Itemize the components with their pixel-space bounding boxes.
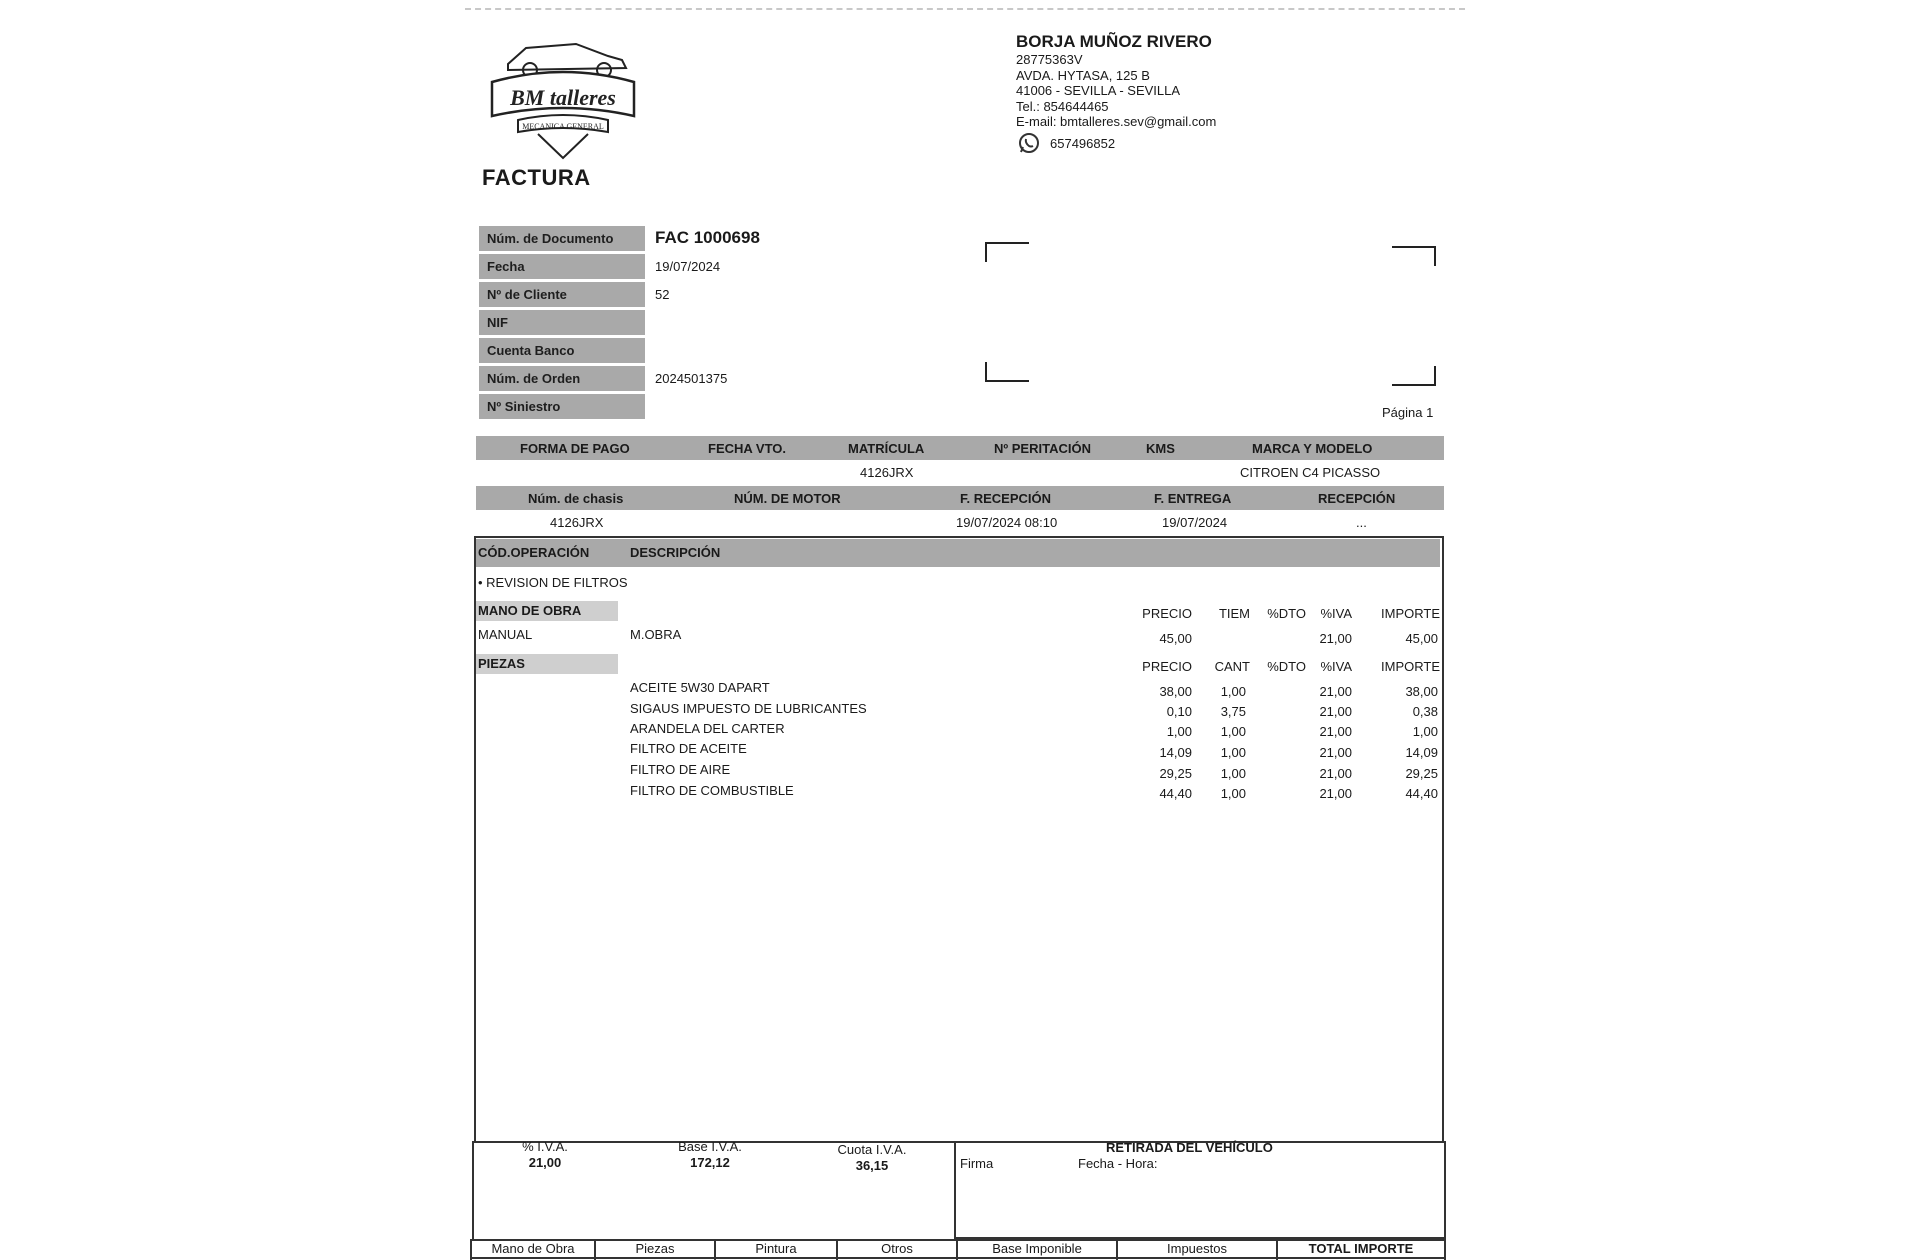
chasis-value: 4126JRX	[550, 515, 604, 530]
client-number: 52	[655, 286, 670, 302]
company-info	[1016, 32, 1216, 130]
vat-cuota-label: Cuota I.V.A.	[837, 1142, 907, 1157]
labor-importe: 45,00	[1405, 631, 1438, 646]
labor-section-label: MANO DE OBRA	[476, 601, 618, 621]
info-row	[479, 224, 769, 252]
info-label: Fecha	[479, 254, 645, 279]
totals-col-pintura: Pintura	[755, 1241, 797, 1256]
part-precio: 29,25	[1159, 766, 1192, 781]
operation-title: • REVISION DE FILTROS	[478, 575, 628, 590]
divider	[1444, 1239, 1446, 1260]
recepcion-value: ...	[1356, 515, 1367, 530]
vat-base-value: 172,12	[690, 1155, 730, 1170]
col-chasis: Núm. de chasis	[528, 491, 624, 506]
info-row	[479, 280, 769, 308]
info-row	[479, 392, 769, 420]
col-kms: KMS	[1146, 441, 1175, 456]
part-cant: 1,00	[1220, 684, 1246, 699]
col-marca-modelo: MARCA Y MODELO	[1252, 441, 1373, 456]
divider	[472, 1141, 1446, 1143]
company-address: AVDA. HYTASA, 125 B	[1016, 67, 1150, 83]
divider	[472, 1141, 474, 1241]
document-number: FAC 1000698	[655, 228, 760, 247]
totals-col-piezas: Piezas	[635, 1241, 675, 1256]
divider	[1444, 1141, 1446, 1241]
whatsapp-row	[1018, 132, 1115, 154]
col-matricula: MATRÍCULA	[848, 441, 925, 456]
document-info-table	[479, 224, 769, 420]
part-iva: 21,00	[1319, 704, 1352, 719]
parts-col-dto: %DTO	[1267, 659, 1306, 674]
company-logo	[478, 38, 648, 160]
info-label: Núm. de Documento	[479, 226, 645, 251]
scan-artifact	[465, 8, 1465, 10]
info-label: NIF	[479, 310, 645, 335]
part-importe: 44,40	[1405, 786, 1438, 801]
order-number: 2024501375	[655, 370, 728, 386]
address-window-corner	[985, 242, 1029, 262]
logo-text: BM talleres	[510, 85, 616, 110]
company-city: 41006 - SEVILLA - SEVILLA	[1016, 83, 1181, 98]
part-importe: 29,25	[1405, 766, 1438, 781]
totals-col-mano-obra: Mano de Obra	[491, 1241, 575, 1256]
parts-col-precio: PRECIO	[1142, 659, 1192, 674]
info-row	[479, 336, 769, 364]
retirada-title: RETIRADA DEL VEHÍCULO	[1106, 1140, 1273, 1155]
vehicle-values-row	[476, 460, 1444, 480]
part-precio: 44,40	[1159, 786, 1192, 801]
part-iva: 21,00	[1319, 724, 1352, 739]
parts-col-cant: CANT	[1214, 659, 1250, 674]
part-desc: ARANDELA DEL CARTER	[630, 721, 785, 736]
part-desc: FILTRO DE COMBUSTIBLE	[630, 783, 794, 798]
labor-col-tiem: TIEM	[1218, 606, 1250, 621]
document-date: 19/07/2024	[655, 258, 721, 274]
vehicle-header-bar-2	[476, 486, 1444, 510]
document-title: FACTURA	[482, 165, 591, 190]
fecha-hora-label: Fecha - Hora:	[1078, 1156, 1158, 1171]
page-number: Página 1	[1382, 405, 1434, 420]
vehicle-values-row-2	[476, 510, 1444, 530]
info-label: Nº Siniestro	[479, 394, 645, 419]
part-cant: 3,75	[1220, 704, 1246, 719]
part-cant: 1,00	[1220, 766, 1246, 781]
part-importe: 38,00	[1405, 684, 1438, 699]
part-precio: 0,10	[1166, 704, 1192, 719]
part-desc: ACEITE 5W30 DAPART	[630, 680, 770, 695]
part-cant: 1,00	[1220, 786, 1246, 801]
part-importe: 0,38	[1412, 704, 1438, 719]
parts-col-importe: IMPORTE	[1381, 659, 1440, 674]
firma-label: Firma	[960, 1156, 994, 1171]
part-cant: 1,00	[1220, 745, 1246, 760]
part-desc: FILTRO DE AIRE	[630, 762, 731, 777]
address-window-corner	[1392, 366, 1436, 386]
labor-col-dto: %DTO	[1267, 606, 1306, 621]
company-name: BORJA MUÑOZ RIVERO	[1016, 32, 1212, 51]
marca-modelo-value: CITROEN C4 PICASSO	[1240, 465, 1381, 480]
part-desc: SIGAUS IMPUESTO DE LUBRICANTES	[630, 701, 867, 716]
vehicle-header-bar	[476, 436, 1444, 460]
part-precio: 1,00	[1166, 724, 1192, 739]
divider	[954, 1141, 956, 1241]
divider	[470, 1257, 1446, 1259]
labor-code: MANUAL	[478, 627, 533, 642]
col-fecha-vto: FECHA VTO.	[708, 441, 787, 456]
matricula-value: 4126JRX	[860, 465, 914, 480]
part-cant: 1,00	[1220, 724, 1246, 739]
lines-header-bar	[476, 539, 1440, 567]
totals-col-total: TOTAL IMPORTE	[1308, 1241, 1414, 1256]
totals-col-otros: Otros	[881, 1241, 913, 1256]
vat-pct-label: % I.V.A.	[522, 1139, 568, 1154]
totals-col-impuestos: Impuestos	[1167, 1241, 1227, 1256]
totals-col-base: Base Imponible	[992, 1241, 1082, 1256]
labor-iva: 21,00	[1319, 631, 1352, 646]
info-label: Nº de Cliente	[479, 282, 645, 307]
col-f-recepcion: F. RECEPCIÓN	[960, 491, 1052, 506]
invoice-lines-box	[474, 536, 1444, 1142]
part-iva: 21,00	[1319, 786, 1352, 801]
col-forma-pago: FORMA DE PAGO	[520, 441, 630, 456]
whatsapp-icon	[1018, 132, 1040, 154]
info-label: Cuenta Banco	[479, 338, 645, 363]
address-window-corner	[1392, 246, 1436, 266]
labor-col-iva: %IVA	[1320, 606, 1352, 621]
company-tel: Tel.: 854644465	[1016, 98, 1109, 114]
parts-col-iva: %IVA	[1320, 659, 1352, 674]
company-nif: 28775363V	[1016, 52, 1083, 67]
vat-base-label: Base I.V.A.	[678, 1139, 742, 1154]
info-label: Núm. de Orden	[479, 366, 645, 391]
vat-cuota-value: 36,15	[855, 1158, 889, 1173]
col-motor: NÚM. DE MOTOR	[734, 491, 841, 506]
labor-desc: M.OBRA	[630, 627, 682, 642]
labor-col-precio: PRECIO	[1142, 606, 1192, 621]
info-row	[479, 252, 769, 280]
parts-section-label: PIEZAS	[476, 654, 618, 674]
f-entrega-value: 19/07/2024	[1162, 515, 1228, 530]
part-importe: 1,00	[1412, 724, 1438, 739]
part-importe: 14,09	[1405, 745, 1438, 760]
part-desc: FILTRO DE ACEITE	[630, 741, 747, 756]
info-row	[479, 308, 769, 336]
company-email: E-mail: bmtalleres.sev@gmail.com	[1016, 114, 1217, 129]
part-iva: 21,00	[1319, 684, 1352, 699]
labor-col-importe: IMPORTE	[1381, 606, 1440, 621]
info-row	[479, 364, 769, 392]
part-precio: 14,09	[1159, 745, 1192, 760]
logo-subtext: MECANICA GENERAL	[522, 122, 604, 131]
col-f-entrega: F. ENTREGA	[1154, 491, 1232, 506]
part-iva: 21,00	[1319, 745, 1352, 760]
col-descripcion: DESCRIPCIÓN	[630, 545, 721, 560]
part-iva: 21,00	[1319, 766, 1352, 781]
f-recepcion-value: 19/07/2024 08:10	[956, 515, 1058, 530]
labor-precio: 45,00	[1159, 631, 1192, 646]
address-window-corner	[985, 362, 1029, 382]
part-precio: 38,00	[1159, 684, 1192, 699]
col-recepcion: RECEPCIÓN	[1318, 491, 1396, 506]
col-peritacion: Nº PERITACIÓN	[994, 441, 1091, 456]
whatsapp-number: 657496852	[1050, 135, 1116, 151]
vat-pct-value: 21,00	[528, 1155, 562, 1170]
col-cod-operacion: CÓD.OPERACIÓN	[478, 545, 590, 560]
